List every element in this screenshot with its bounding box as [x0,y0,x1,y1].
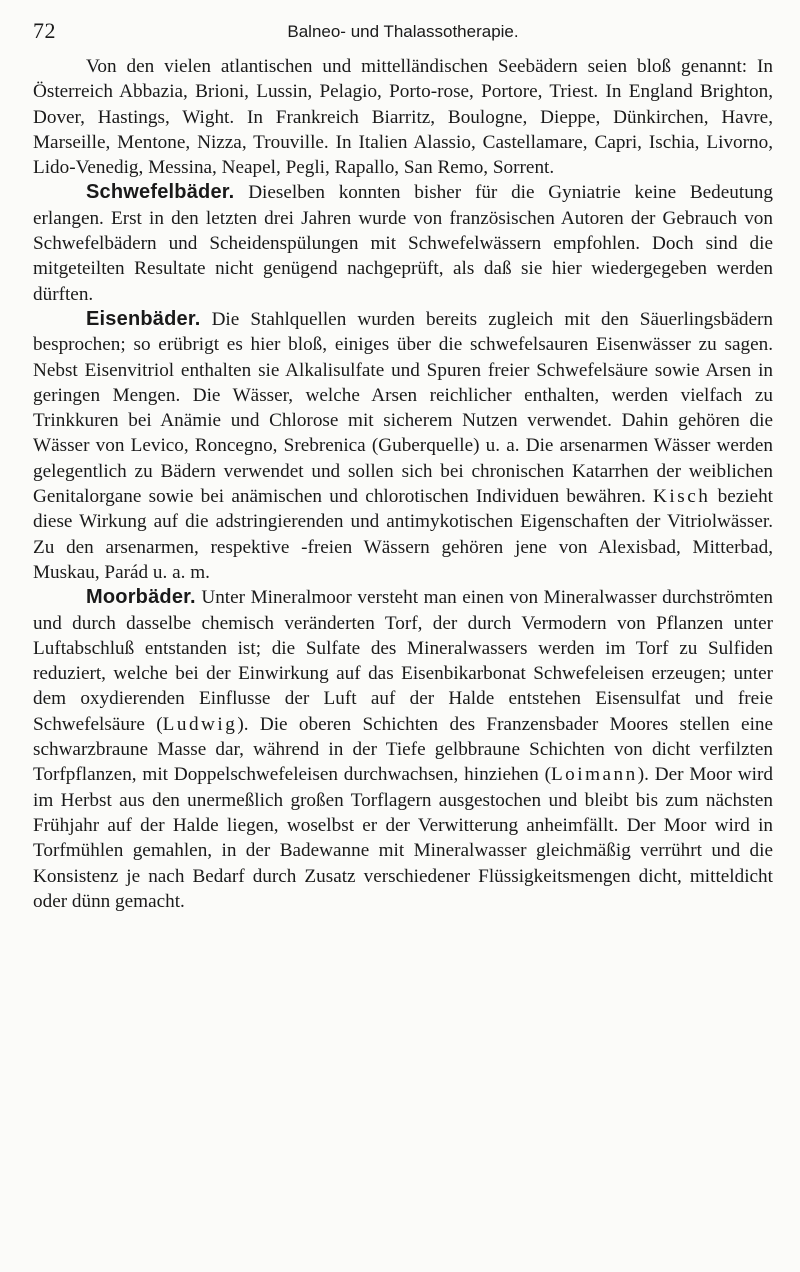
body-text [33,54,773,914]
paragraph-text: bezieht diese Wirkung auf die adstringierenden und antimykotischen Eigenschaften der Vitriolwässer. Zu den arsenarmen, respektive -freien Wässern gehören jene von Alexisbad, Mitterbad, Muskau, Parád u. a. m. [33,486,773,583]
page-header [33,18,773,48]
running-title: Balneo- und Thalassotherapie. [287,22,519,41]
paragraph-seebaeder: Von den vielen atlantischen und mittelländischen Seebädern seien bloß genannt: In Österreich Abbazia, Brioni, Lussin, Pelagio, Porto-rose, Portore, Triest. In England Brighton, Dover, Hastings, Wight. In Frankreich Biarritz, Boulogne, Dieppe, Dünkirchen, Havre, Marseille, Mentone, Nizza, Trouville. In Italien Alassio, Castellamare, Capri, Ischia, Livorno, Lido-Venedig, Messina, Neapel, Pegli, Rapallo, San Remo, Sorrent. [33,56,773,179]
page-number: 72 [33,18,56,43]
paragraph-text: Dieselben konnten bisher für die Gyniatrie keine Bedeutung erlangen. Erst in den letzten drei Jahren wurde von französischen Autoren der Gebrauch von Schwefelbädern und Scheidenspülungen mit Schwefelwässern empfohlen. Doch sind die mitgeteilten Resultate nicht genügend nachgeprüft, als daß sie hier wiedergegeben werden dürften. [33,182,773,305]
section-heading-moorbaeder: Moorbäder. [86,586,196,609]
author-name: Ludwig [162,713,238,735]
section-heading-eisenbaeder: Eisenbäder. [86,307,201,330]
paragraph-moorbaeder [33,585,773,914]
paragraph-text: ). Die oberen Schichten des Franzensbader Moores stellen eine schwarzbraune Masse dar, während in der Tiefe gelbbraune Schichten von dicht verfilzten Torfpflanzen, mit Doppelschwefeleisen durchwachsen, hinziehen ( [33,713,774,786]
paragraph-schwefelbaeder [33,180,773,306]
section-heading-schwefelbaeder: Schwefelbäder. [86,181,235,204]
author-name: Kisch [653,486,711,508]
paragraph-text: Unter Mineralmoor versteht man einen von Mineralwasser durchströmten und durch dasselbe chemisch veränderten Torf, der durch Vermodern von Pflanzen unter Luftabschluß entstanden ist; die Sulfate des Mineralwassers werden im Torf zu Sulfiden reduziert, welche bei der Einwirkung auf das Eisenbikarbonat Schwefeleisen erzeugen; unter dem oxydierenden Einflusse der Luft auf der Halde entstehen Eisensulfat und freie Schwefelsäure ( [33,587,773,735]
paragraph-eisenbaeder [33,307,773,585]
paragraph-text: Die Stahlquellen wurden bereits zugleich mit den Säuerlingsbädern besprochen; so erübrigt es hier bloß, einiges über die schwefelsauren Eisenwässer zu sagen. Nebst Eisenvitriol enthalten sie Alkalisulfate und Spuren freier Schwefelsäure sowie Arsen in geringen Mengen. Die Wässer, welche Arsen reichlicher enthalten, werden vielfach zu Trinkkuren bei Anämie und Chlorose mit sicherem Nutzen verwendet. Dahin gehören die Wässer von Levico, Roncegno, Srebrenica (Guberquelle) u. a. Die arsenarmen Wässer werden gelegentlich zu Bädern verwendet und sollen sich bei chronischen Katarrhen der weiblichen Genitalorgane sowie bei anämischen und chlorotischen Individuen bewähren. [33,308,773,508]
paragraph-text: ). Der Moor wird im Herbst aus den unermeßlich großen Torflagern ausgestochen und bleibt bis zum nächsten Frühjahr auf der Halde liegen, woselbst er der Verwitterung anheimfällt. Der Moor wird in Torfmühlen gemahlen, in der Badewanne mit Mineralwasser gleichmäßig verrührt und die Konsistenz je nach Bedarf durch Zusatz verschiedener Flüssigkeitsmengen dicht, mitteldicht oder dünn gemacht. [33,764,773,912]
author-name: Loimann [550,764,638,786]
